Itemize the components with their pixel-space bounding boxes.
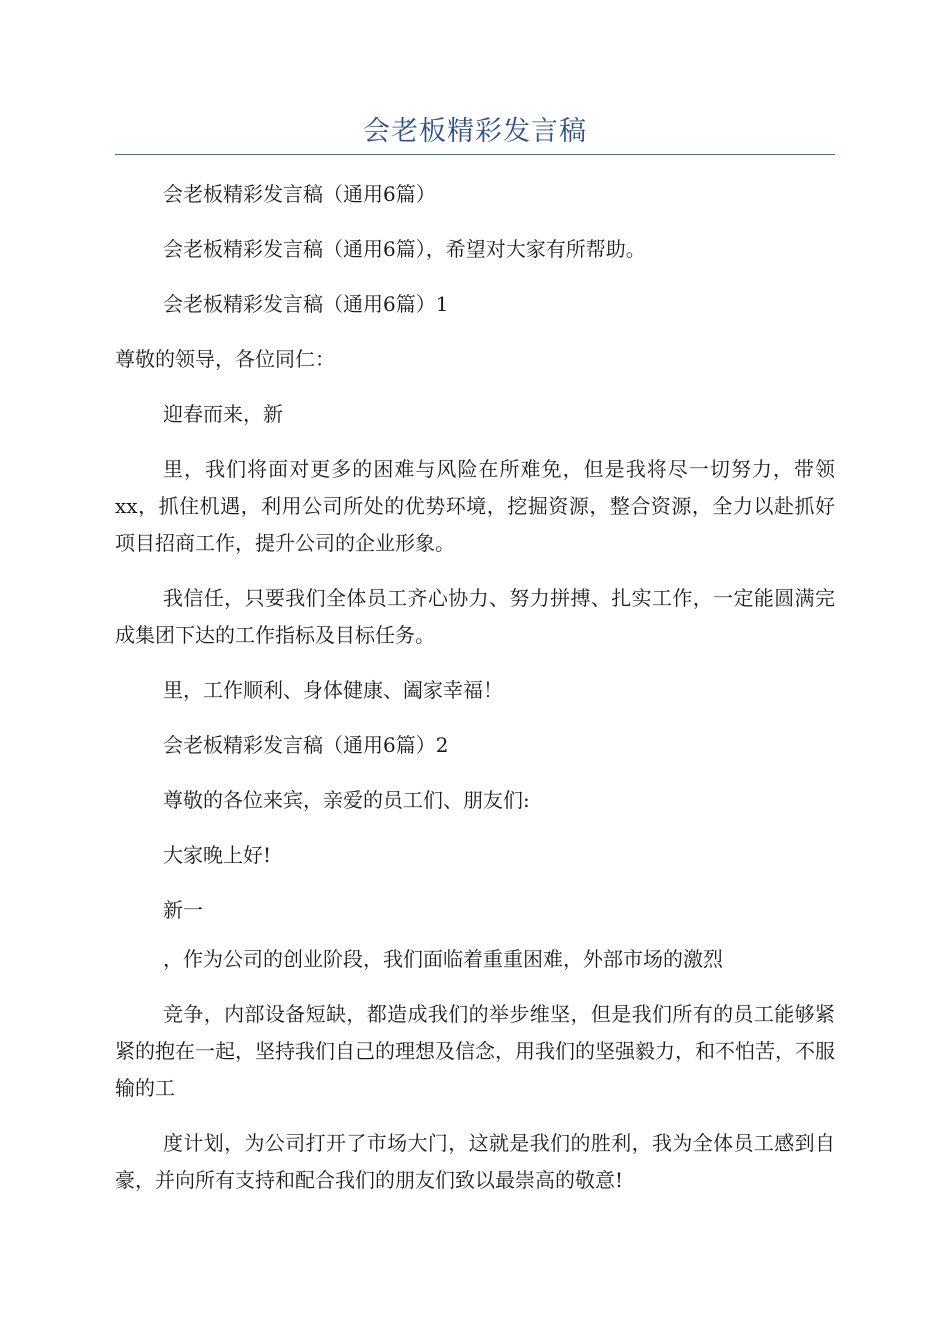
paragraph: 迎春而来，新 <box>163 402 283 426</box>
paragraph: 我信任，只要我们全体员工齐心协力、努力拼搏、扎实工作，一定能圆满完成集团下达的工作指标及目标任务。 <box>115 586 835 647</box>
section-heading-1: 会老板精彩发言稿（通用6篇）1 <box>163 292 449 316</box>
salutation-1: 尊敬的领导，各位同仁： <box>115 347 335 371</box>
paragraph: 度计划，为公司打开了市场大门，这就是我们的胜利，我为全体员工感到自豪，并向所有支持和配合我们的朋友们致以最崇高的敬意! <box>115 1131 835 1192</box>
paragraph: 里，我们将面对更多的困难与风险在所难免，但是我将尽一切努力，带领xx，抓住机遇，利用公司所处的优势环境，挖掘资源，整合资源，全力以赴抓好项目招商工作，提升公司的企业形象。 <box>115 457 835 555</box>
title-underline <box>115 154 835 155</box>
paragraph: 里，工作顺利、身体健康、阖家幸福！ <box>163 678 503 702</box>
section-heading-2: 会老板精彩发言稿（通用6篇）2 <box>163 733 449 757</box>
paragraph-intro: 会老板精彩发言稿（通用6篇），希望对大家有所帮助。 <box>163 237 646 261</box>
paragraph-subtitle: 会老板精彩发言稿（通用6篇） <box>163 182 436 206</box>
paragraph: ，作为公司的创业阶段，我们面临着重重困难，外部市场的激烈 <box>163 947 723 971</box>
paragraph: 新一 <box>163 898 203 922</box>
document-title: 会老板精彩发言稿 <box>363 116 587 147</box>
salutation-2: 尊敬的各位来宾，亲爱的员工们、朋友们: <box>163 788 530 812</box>
greeting: 大家晚上好! <box>163 843 272 867</box>
paragraph: 竞争，内部设备短缺，都造成我们的举步维坚，但是我们所有的员工能够紧紧的抱在一起，坚持我们自己的理想及信念，用我们的坚强毅力，和不怕苦，不服输的工 <box>115 1002 835 1100</box>
